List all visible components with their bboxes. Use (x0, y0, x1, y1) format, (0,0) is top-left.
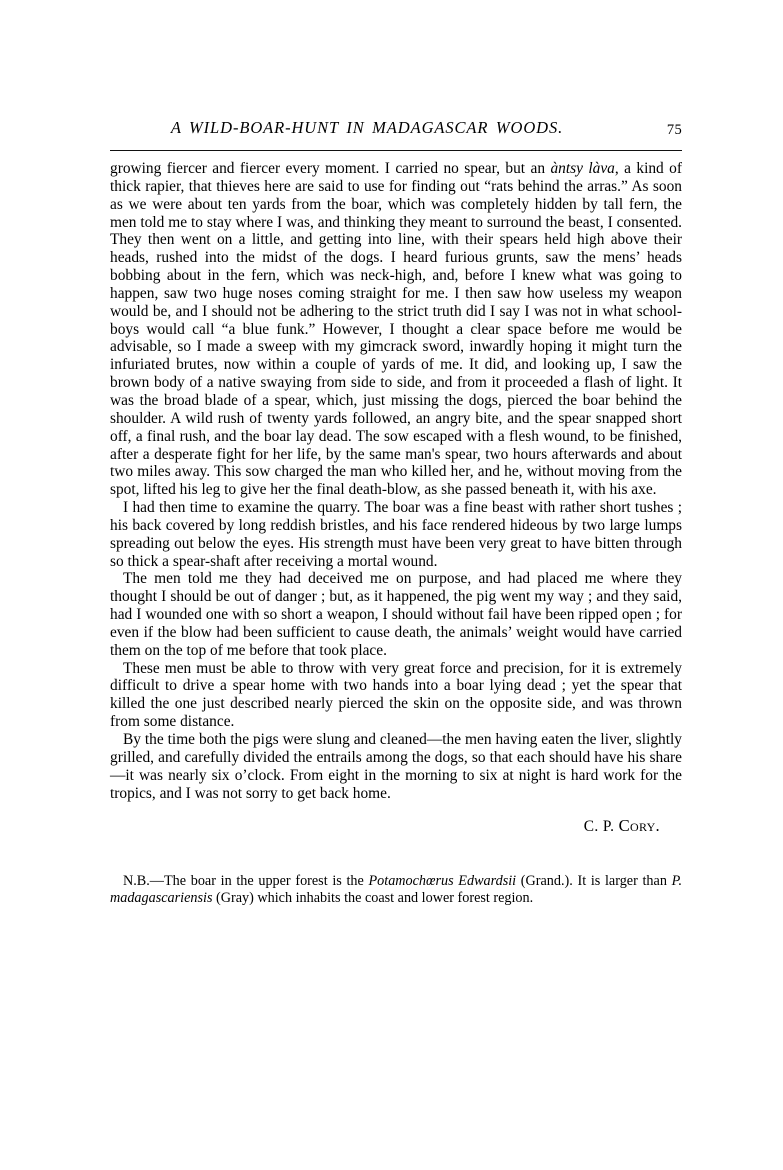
running-head (110, 118, 682, 144)
paragraph-4: These men must be able to throw with very great force and precision, for it is extremely difficult to drive a spear home with two hands into a boar lying dead ; yet the spear that killed the one just described nearly pierced the skin on the opposite side, and was thrown from some distance. (110, 659, 682, 731)
author-initials: C. P. (583, 818, 619, 836)
paragraph-5: By the time both the pigs were slung and cleaned—the men having eaten the liver, slightly grilled, and carefully divided the entrails among the dogs, so that each should have his share—it was nearly six o’clock. From eight in the morning to six at night is hard work for the tropics, and I was not sorry to get back home. (110, 731, 682, 802)
note-text-a: N.B.—The boar in the upper forest is the (123, 873, 369, 890)
species-name-p-madagascariensis: P. madagascariensis (110, 873, 682, 907)
author-signature (110, 816, 682, 836)
paragraph-1-text-a: growing fiercer and fiercer every moment. I carried no spear, but an (110, 160, 551, 177)
header-divider-rule (110, 150, 682, 151)
paragraph-1-text-b: , a kind of thick rapier, that thieves here are said to use for finding out “rats behind the arras.” As soon as we were about ten yards from the boar, which was completely hidden by tall fern, the men told me to stay where I was, and thinking they meant to surround the beast, I consented. They then went on a little, and getting into line, with their spears held high above their heads, rushed into the midst of the dogs. I heard furious grunts, saw the mens’ heads bobbing about in the fern, which was neck-high, and, before I knew what was going to happen, saw two huge noses coming straight for me. I then saw how useless my weapon would be, and I should not be adhering to the strict truth did I say I was not in what school-boys would call “a blue funk.” However, I thought a clear space before me would be advisable, so I made a sweep with my gimcrack sword, inwardly hoping it might turn the infuriated brutes, now within a couple of yards of me. It did, and looking up, I saw the brown body of a native swaying from side to side, and from it proceeded a flash of light. It was the broad blade of a spear, which, just missing the dogs, pierced the boar behind the shoulder. A wild rush of twenty yards followed, an angry bite, and the spear snapped short off, a final rush, and the boar lay dead. The sow escaped with a flesh wound, to be finished, after a desperate fight for her life, by the same man's spear, two hours afterwards and about two miles away. This sow charged the man who killed her, and he, without moving from the spot, lifted his leg to give her the final death-blow, as she passed beneath it, with his axe. (110, 160, 682, 499)
page-content (110, 118, 682, 907)
note-text-b: (Grand.). It is larger than (516, 873, 672, 890)
paragraph-1 (110, 160, 682, 499)
page-number: 75 (666, 122, 682, 138)
editorial-note (110, 873, 682, 907)
article-body (110, 160, 682, 802)
author-surname: Cory. (618, 816, 660, 836)
running-head-title: A WILD-BOAR-HUNT IN MADAGASCAR WOODS. (170, 118, 564, 137)
paragraph-3: The men told me they had deceived me on purpose, and had placed me where they thought I should be out of danger ; but, as it happened, the pig went my way ; and they said, had I wounded one with so short a weapon, I should without fail have been ripped open ; for even if the blow had been sufficient to cause death, the animals’ weight would have carried them on the top of me before that took place. (110, 570, 682, 659)
malagasy-term-antsy-lava: àntsy làva (550, 160, 615, 177)
note-text-c: (Gray) which inhabits the coast and lower forest region. (212, 890, 534, 907)
species-name-potamochoerus-edwardsii: Potamochœrus Edwardsii (368, 873, 517, 890)
paragraph-2: I had then time to examine the quarry. The boar was a fine beast with rather short tushes ; his back covered by long reddish bristles, and his face rendered hideous by two large lumps spreading out below the eyes. His strength must have been very great to have bitten through so thick a spear-shaft after receiving a mortal wound. (110, 499, 682, 570)
